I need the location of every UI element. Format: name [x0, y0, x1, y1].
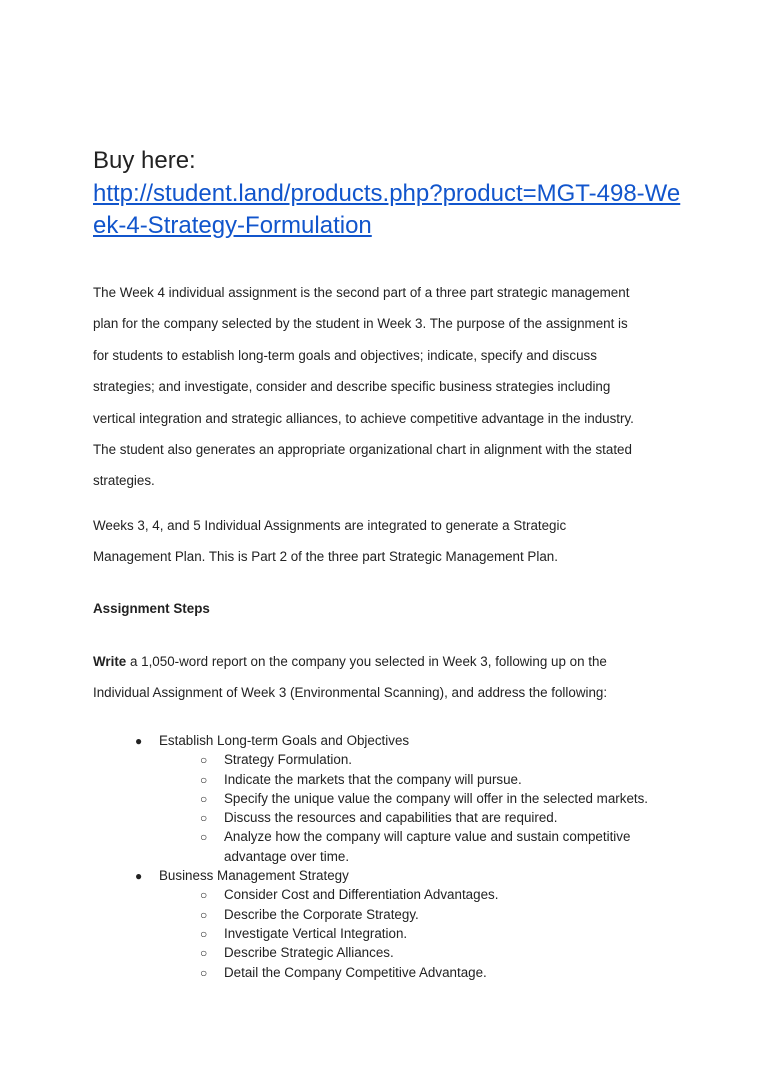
buy-here-label: Buy here:: [93, 147, 196, 174]
write-paragraph: [93, 654, 693, 717]
requirements-list: [0, 733, 769, 984]
hollow-bullet-icon: ○: [200, 830, 208, 845]
list-item: [0, 887, 769, 906]
list-item-continuation: [0, 849, 769, 868]
list-item: [0, 772, 769, 791]
list-item-text: Establish Long-term Goals and Objectives: [159, 733, 410, 748]
intro-line: The student also generates an appropriate organizational chart in alignment with the stated: [93, 441, 632, 457]
product-link-line-2[interactable]: ek-4-Strategy-Formulation: [93, 212, 372, 239]
list-item-text: Describe the Corporate Strategy.: [224, 906, 419, 922]
list-item-text: Investigate Vertical Integration.: [224, 925, 408, 941]
hollow-bullet-icon: ○: [200, 907, 208, 922]
list-item: [0, 752, 769, 771]
list-item: [0, 829, 769, 848]
list-item-text: Detail the Company Competitive Advantage.: [224, 964, 487, 980]
intro-paragraph: [93, 285, 693, 505]
write-line-2: Individual Assignment of Week 3 (Environmental Scanning), and address the following:: [93, 685, 608, 701]
list-item-text: Analyze how the company will capture value and sustain competitive: [224, 829, 631, 845]
intro-line: strategies.: [93, 473, 155, 489]
intro-line: vertical integration and strategic alliances, to achieve competitive advantage in the industry.: [93, 410, 634, 426]
write-line-1-rest: a 1,050-word report on the company you selected in Week 3, following up on the: [126, 654, 607, 669]
list-item: [0, 965, 769, 984]
list-item-text: Indicate the markets that the company will pursue.: [224, 771, 522, 787]
integration-line: Weeks 3, 4, and 5 Individual Assignments are integrated to generate a Strategic: [93, 518, 567, 533]
product-link[interactable]: [93, 178, 693, 242]
assignment-steps-heading: Assignment Steps: [93, 601, 210, 616]
filled-bullet-icon: ●: [135, 869, 143, 884]
hollow-bullet-icon: ○: [200, 772, 208, 787]
list-item: [0, 868, 769, 887]
integration-paragraph: [93, 518, 693, 581]
write-bold-word: Write: [93, 654, 127, 669]
hollow-bullet-icon: ○: [200, 946, 208, 961]
list-item-text: Discuss the resources and capabilities that are required.: [224, 810, 558, 826]
filled-bullet-icon: ●: [135, 734, 143, 748]
integration-line: Management Plan. This is Part 2 of the three part Strategic Management Plan.: [93, 549, 558, 565]
intro-line: The Week 4 individual assignment is the second part of a three part strategic management: [93, 285, 630, 300]
write-line-1: [93, 654, 693, 685]
list-item-text: Business Management Strategy: [159, 868, 349, 884]
hollow-bullet-icon: ○: [200, 791, 208, 806]
list-item: [0, 810, 769, 829]
hollow-bullet-icon: ○: [200, 965, 208, 980]
hollow-bullet-icon: ○: [200, 811, 208, 826]
list-item: [0, 791, 769, 810]
list-item: [0, 733, 769, 752]
list-item-text: Consider Cost and Differentiation Advantages.: [224, 887, 499, 903]
hollow-bullet-icon: ○: [200, 753, 208, 768]
hollow-bullet-icon: ○: [200, 888, 208, 903]
list-item: [0, 926, 769, 945]
product-link-line-1[interactable]: http://student.land/products.php?product=MGT-498-We: [93, 180, 681, 207]
list-item-text: advantage over time.: [224, 848, 350, 864]
hollow-bullet-icon: ○: [200, 926, 208, 941]
list-item-text: Specify the unique value the company will offer in the selected markets.: [224, 790, 649, 806]
list-item: [0, 907, 769, 926]
list-item-text: Strategy Formulation.: [224, 752, 353, 768]
intro-line: plan for the company selected by the student in Week 3. The purpose of the assignment is: [93, 316, 628, 332]
list-item-text: Describe Strategic Alliances.: [224, 945, 394, 961]
intro-line: strategies; and investigate, consider and describe specific business strategies including: [93, 379, 611, 395]
intro-line: for students to establish long-term goals and objectives; indicate, specify and discuss: [93, 347, 597, 363]
list-item: [0, 945, 769, 964]
